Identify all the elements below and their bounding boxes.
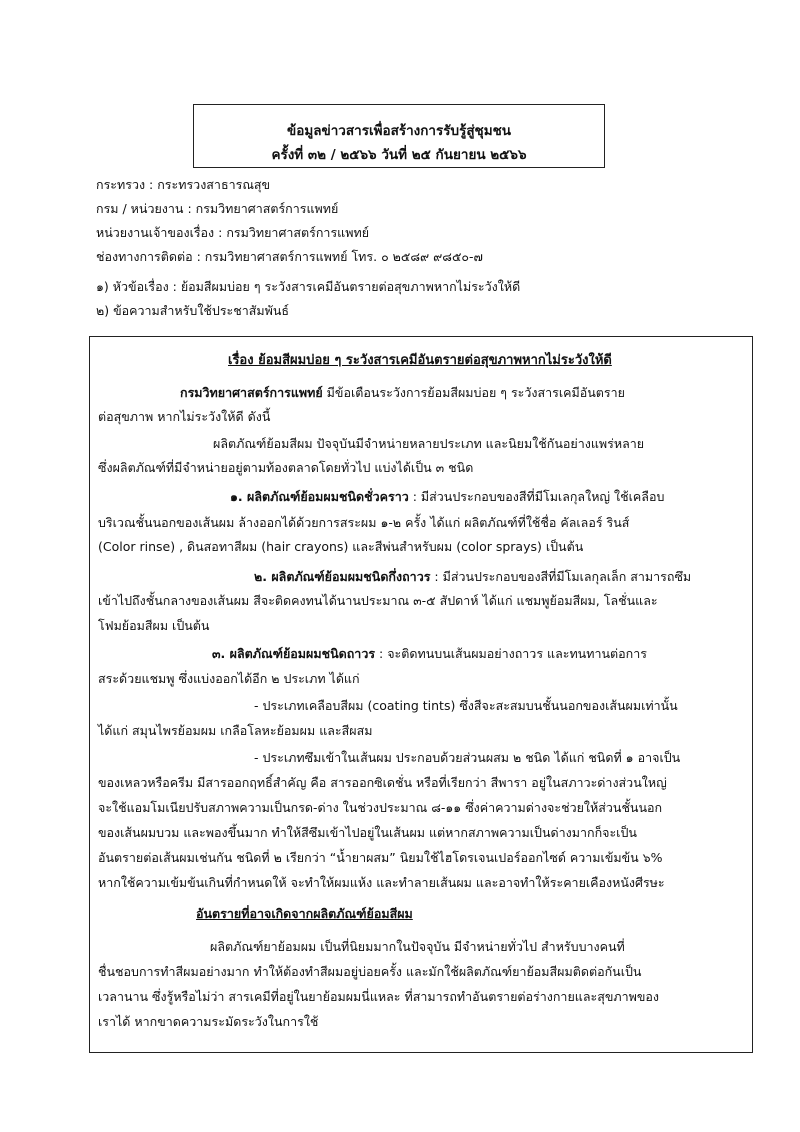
type1-heading: ๑. ผลิตภัณฑ์ย้อมผมชนิดชั่วคราว: [230, 489, 409, 504]
danger-line-3: เวลานาน ซึ่งรู้หรือไม่ว่า สารเคมีที่อยู่ในยาย้อมผมนี่แหละ ที่สามารถทำอันตรายต่อร่างกายและสุขภาพของ: [98, 989, 660, 1004]
type2-rest: : มีส่วนประกอบของสีที่มีโมเลกุลเล็ก สามารถซึม: [430, 569, 692, 584]
danger-line-2: ชื่นชอบการทำสีผมอย่างมาก ทำให้ต้องทำสีผมอยู่บ่อยครั้ง และมักใช้ผลิตภัณฑ์ยาย้อมสีผมติดต่อกันเป็น: [98, 964, 642, 979]
header-box: [193, 104, 605, 168]
intro-bold: กรมวิทยาศาสตร์การแพทย์: [180, 385, 323, 400]
penetrating-line-1: - ประเภทซึมเข้าในเส้นผม ประกอบด้วยส่วนผสม ๒ ชนิด ได้แก่ ชนิดที่ ๑ อาจเป็น: [254, 750, 681, 765]
type1-line-2: บริเวณชั้นนอกของเส้นผม ล้างออกได้ด้วยการสระผม ๑-๒ ครั้ง ได้แก่ ผลิตภัณฑ์ที่ใช้ชื่อ คัลเลอร์ รินส์: [98, 515, 630, 530]
danger-heading: อันตรายที่อาจเกิดจากผลิตภัณฑ์ย้อมสีผม: [196, 906, 413, 921]
meta-department: กรม / หน่วยงาน : กรมวิทยาศาสตร์การแพทย์: [96, 201, 339, 216]
penetrating-line-6: หากใช้ความเข้มข้นเกินที่กำหนดให้ จะทำให้ผมแห้ง และทำลายเส้นผม และอาจทำให้ระคายเคืองหนังศีรษะ: [98, 875, 665, 890]
article-title: เรื่อง ย้อมสีผมบ่อย ๆ ระวังสารเคมีอันตรายต่อสุขภาพหากไม่ระวังให้ดี: [228, 353, 612, 368]
type2-line-2: เข้าไปถึงชั้นกลางของเส้นผม สีจะติดคงทนได้นานประมาณ ๓-๕ สัปดาห์ ได้แก่ แชมพูย้อมสีผม, โลชั่นและ: [98, 593, 658, 608]
type1-line-3: (Color rinse) , ดินสอทาสีผม (hair crayons) และสีพ่นสำหรับผม (color sprays) เป็นต้น: [98, 539, 584, 554]
type3-heading: ๓. ผลิตภัณฑ์ย้อมผมชนิดถาวร: [212, 646, 376, 661]
para2-line-2: ซึ่งผลิตภัณฑ์ที่มีจำหน่ายอยู่ตามท้องตลาดโดยทั่วไป แบ่งได้เป็น ๓ ชนิด: [98, 460, 474, 475]
intro-line-2: ต่อสุขภาพ หากไม่ระวังให้ดี ดังนี้: [98, 409, 271, 424]
type1-line-1: [230, 489, 664, 505]
penetrating-line-4: ของเส้นผมบวม และพองขึ้นมาก ทำให้สีซึมเข้าไปอยู่ในเส้นผม แต่หากสภาพความเป็นด่างมากก็จะเป็น: [98, 825, 637, 840]
type1-rest: : มีส่วนประกอบของสีที่มีโมเลกุลใหญ่ ใช้เคลือบ: [408, 489, 665, 504]
meta-owner: หน่วยงานเจ้าของเรื่อง : กรมวิทยาศาสตร์การแพทย์: [96, 225, 370, 240]
article-box: [89, 336, 753, 1053]
meta-pr-label: ๒) ข้อความสำหรับใช้ประชาสัมพันธ์: [96, 303, 290, 318]
type2-line-3: โฟมย้อมสีผม เป็นต้น: [98, 618, 210, 633]
danger-line-1: ผลิตภัณฑ์ยาย้อมผม เป็นที่นิยมมากในปัจจุบัน มีจำหน่ายทั่วไป สำหรับบางคนที่: [210, 939, 625, 954]
penetrating-line-3: จะใช้แอมโมเนียปรับสภาพความเป็นกรด-ด่าง ในช่วงประมาณ ๘-๑๑ ซึ่งค่าความด่างจะช่วยให้ส่วนชั้นนอก: [98, 800, 663, 815]
penetrating-line-5: อันตรายต่อเส้นผมเช่นกัน ชนิดที่ ๒ เรียกว่า “น้ำยาผสม” นิยมใช้ไฮโดรเจนเปอร์ออกไซด์ ความเข้มข้น ๖%: [98, 850, 663, 865]
type3-line-2: สระด้วยแชมพู ซึ่งแบ่งออกได้อีก ๒ ประเภท ได้แก่: [98, 671, 360, 686]
coating-line-1: - ประเภทเคลือบสีผม (coating tints) ซึ่งสีจะสะสมบนชั้นนอกของเส้นผมเท่านั้น: [254, 698, 678, 713]
type3-rest: : จะติดทนบนเส้นผมอย่างถาวร และทนทานต่อการ: [375, 646, 647, 661]
type2-heading: ๒. ผลิตภัณฑ์ย้อมผมชนิดกึ่งถาวร: [254, 569, 431, 584]
header-title: ข้อมูลข่าวสารเพื่อสร้างการรับรู้สู่ชุมชน: [286, 123, 512, 139]
header-issue-line: ครั้งที่ ๓๒ / ๒๕๖๖ วันที่ ๒๕ กันยายน ๒๕๖๖: [271, 147, 527, 163]
meta-ministry: กระทรวง : กระทรวงสาธารณสุข: [96, 177, 271, 192]
danger-line-4: เราได้ หากขาดความระมัดระวังในการใช้: [98, 1014, 319, 1029]
meta-contact: ช่องทางการติดต่อ : กรมวิทยาศาสตร์การแพทย์ โทร. ๐ ๒๕๘๙ ๙๘๕๐-๗: [96, 249, 483, 264]
type2-line-1: [254, 569, 691, 585]
para2-line-1: ผลิตภัณฑ์ย้อมสีผม ปัจจุบันมีจำหน่ายหลายประเภท และนิยมใช้กันอย่างแพร่หลาย: [213, 436, 645, 451]
coating-line-2: ได้แก่ สมุนไพรย้อมผม เกลือโลหะย้อมผม และสีผสม: [98, 723, 373, 738]
meta-topic: ๑) หัวข้อเรื่อง : ย้อมสีผมบ่อย ๆ ระวังสารเคมีอันตรายต่อสุขภาพหากไม่ระวังให้ดี: [96, 279, 521, 294]
type3-line-1: [212, 646, 647, 662]
penetrating-line-2: ของเหลวหรือครีม มีสารออกฤทธิ์สำคัญ คือ สารออกซิเดชั่น หรือที่เรียกว่า สีพารา อยู่ในสภาวะด่างส่วนใหญ่: [98, 775, 667, 790]
intro-line-1: [180, 385, 625, 401]
intro-rest: มีข้อเตือนระวังการย้อมสีผมบ่อย ๆ ระวังสารเคมีอันตราย: [322, 385, 625, 400]
